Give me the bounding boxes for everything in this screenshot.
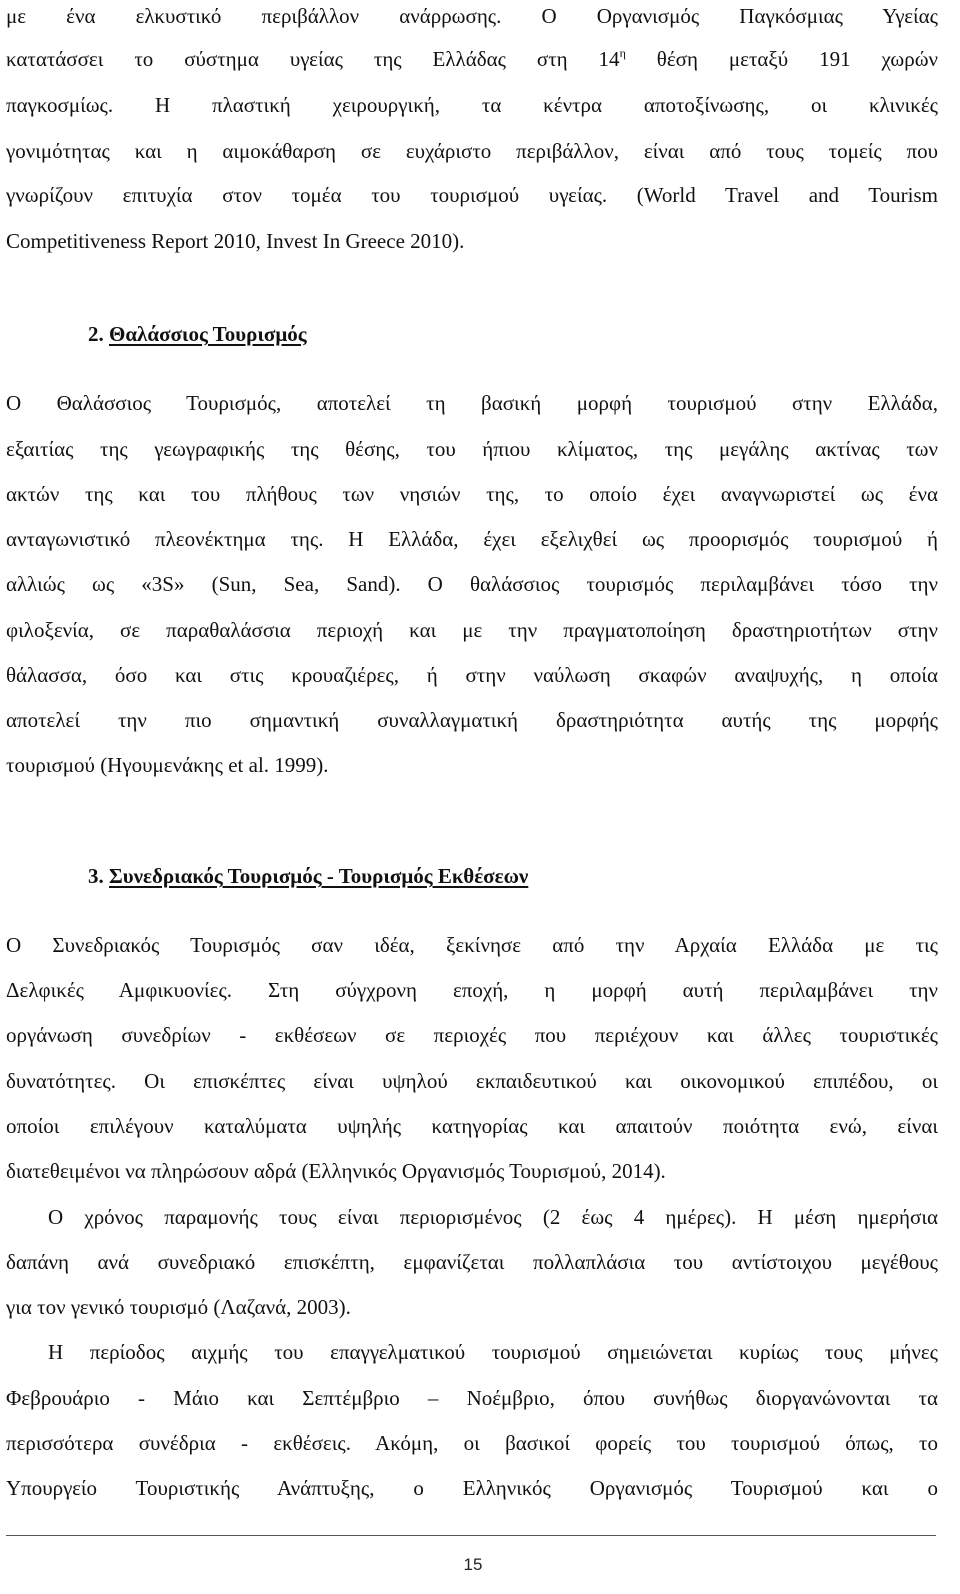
paragraph-line: Υπουργείο Τουριστικής Ανάπτυξης, ο Ελληνικός Οργανισμός Τουρισμού και ο: [6, 1476, 938, 1500]
superscript: η: [619, 46, 626, 60]
section-heading: [88, 863, 528, 889]
paragraph-line: θάλασσα, όσο και στις κρουαζιέρες, ή στην ναύλωση σκαφών αναψυχής, η οποία: [6, 663, 938, 687]
paragraph-line: με ένα ελκυστικό περιβάλλον ανάρρωσης. Ο Οργανισμός Παγκόσμιας Υγείας: [6, 4, 938, 28]
paragraph-line: Η περίοδος αιχμής του επαγγελματικού τουρισμού σημειώνεται κυρίως τους μήνες: [48, 1340, 938, 1364]
paragraph-line: δυνατότητες. Οι επισκέπτες είναι υψηλού εκπαιδευτικού και οικονομικού επιπέδου, οι: [6, 1069, 938, 1093]
paragraph-line: οργάνωση συνεδρίων - εκθέσεων σε περιοχές που περιέχουν και άλλες τουριστικές: [6, 1023, 938, 1047]
line-text: κατατάσσει το σύστημα υγείας της Ελλάδας στη 14: [6, 47, 620, 71]
paragraph-line: ακτών της και του πλήθους των νησιών της, το οποίο έχει αναγνωριστεί ως ένα: [6, 482, 938, 506]
section-number: 2.: [88, 322, 104, 346]
paragraph-line: φιλοξενία, σε παραθαλάσσια περιοχή και με την πραγματοποίηση δραστηριοτήτων στην: [6, 618, 938, 642]
paragraph-line: τουρισμού (Ηγουμενάκης et al. 1999).: [6, 753, 329, 777]
paragraph-line: [6, 46, 938, 72]
section-number: 3.: [88, 864, 104, 888]
paragraph-line: οποίοι επιλέγουν καταλύματα υψηλής κατηγορίας και απαιτούν ποιότητα ενώ, είναι: [6, 1114, 938, 1138]
paragraph-line: εξαιτίας της γεωγραφικής της θέσης, του ήπιου κλίματος, της μεγάλης ακτίνας των: [6, 437, 938, 461]
paragraph-line: διατεθειμένοι να πληρώσουν αδρά (Ελληνικός Οργανισμός Τουρισμού, 2014).: [6, 1159, 666, 1183]
paragraph-line: για τον γενικό τουρισμό (Λαζανά, 2003).: [6, 1295, 351, 1319]
paragraph-line: Competitiveness Report 2010, Invest In Greece 2010).: [6, 229, 465, 253]
paragraph-line: Φεβρουάριο - Μάιο και Σεπτέμβριο – Νοέμβριο, όπου συνήθως διοργανώνονται τα: [6, 1386, 938, 1410]
paragraph-line: Ο Συνεδριακός Τουρισμός σαν ιδέα, ξεκίνησε από την Αρχαία Ελλάδα με τις: [6, 933, 938, 957]
paragraph-line: γνωρίζουν επιτυχία στον τομέα του τουρισμού υγείας. (World Travel and Tourism: [6, 183, 938, 207]
paragraph-line: αλλιώς ως «3S» (Sun, Sea, Sand). Ο θαλάσσιος τουρισμός περιλαμβάνει τόσο την: [6, 572, 938, 596]
paragraph-line: Δελφικές Αμφικυονίες. Στη σύγχρονη εποχή, η μορφή αυτή περιλαμβάνει την: [6, 978, 938, 1002]
section-heading: [88, 321, 307, 347]
paragraph-line: ανταγωνιστικό πλεονέκτημα της. Η Ελλάδα, έχει εξελιχθεί ως προορισμός τουρισμού ή: [6, 527, 938, 551]
line-text: θέση μεταξύ 191 χωρών: [656, 47, 938, 71]
page-number: 15: [463, 1555, 483, 1574]
paragraph-line: Ο Θαλάσσιος Τουρισμός, αποτελεί τη βασική μορφή τουρισμού στην Ελλάδα,: [6, 391, 938, 415]
paragraph-line: Ο χρόνος παραμονής τους είναι περιορισμένος (2 έως 4 ημέρες). Η μέση ημερήσια: [48, 1205, 938, 1229]
paragraph-line: περισσότερα συνέδρια - εκθέσεις. Ακόμη, οι βασικοί φορείς του τουρισμού όπως, το: [6, 1431, 938, 1455]
section-title: Θαλάσσιος Τουρισμός: [109, 322, 307, 346]
paragraph-line: παγκοσμίως. Η πλαστική χειρουργική, τα κέντρα αποτοξίνωσης, οι κλινικές: [6, 93, 938, 117]
paragraph-line: γονιμότητας και η αιμοκάθαρση σε ευχάριστο περιβάλλον, είναι από τους τομείς που: [6, 139, 938, 163]
footer-divider: [6, 1535, 936, 1536]
paragraph-line: αποτελεί την πιο σημαντική συναλλαγματική δραστηριότητα αυτής της μορφής: [6, 708, 938, 732]
paragraph-line: δαπάνη ανά συνεδριακό επισκέπτη, εμφανίζεται πολλαπλάσια του αντίστοιχου μεγέθους: [6, 1250, 938, 1274]
section-title: Συνεδριακός Τουρισμός - Τουρισμός Εκθέσεων: [109, 864, 529, 888]
